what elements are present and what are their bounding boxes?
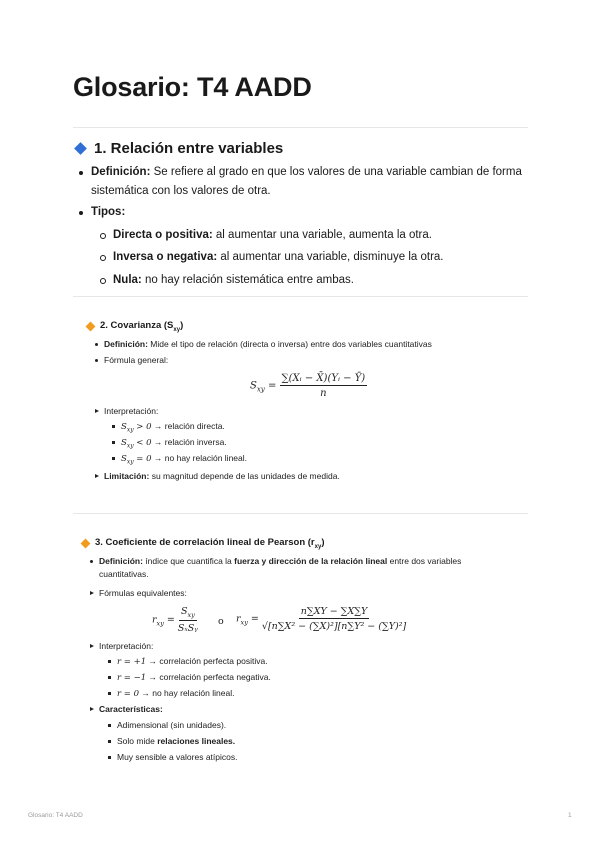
tipo-text: no hay relación sistemática entre ambas. xyxy=(144,274,354,286)
list-item: Interpretación: xyxy=(104,405,158,418)
list-item: Definición: Mide el tipo de relación (directa o inversa) entre dos variables cuantitativas xyxy=(104,338,432,351)
list-item: $S_{xy} > 0$ → relación directa. xyxy=(121,420,225,437)
circle-bullet-icon xyxy=(100,233,106,239)
bullet-icon xyxy=(95,359,98,362)
blue-diamond-icon xyxy=(74,142,87,155)
orange-diamond-icon xyxy=(86,321,96,331)
list-item: r = +1 → correlación perfecta positiva. xyxy=(117,655,268,669)
list-item: r = 0 → no hay relación lineal. xyxy=(117,687,234,701)
section-3-heading xyxy=(80,537,325,550)
list-item xyxy=(113,271,354,290)
definicion-text-cont: sistemática con los valores de otra. xyxy=(91,185,271,197)
divider xyxy=(73,296,528,297)
bullet-icon xyxy=(79,211,83,215)
covariance-formula: $S_{xy}$ = $\frac{\text{∑(Xᵢ − X̄)(Yᵢ − Ȳ)}}{n}$ xyxy=(250,373,366,399)
list-item: Definición: índice que cuantifica la fuerza y dirección de la relación lineal entre dos variables cuantitativas. xyxy=(99,555,499,581)
definicion-text: Se refiere al grado en que los valores de una variable cambian de forma xyxy=(153,166,522,178)
list-item xyxy=(91,163,531,201)
list-item: r = −1 → correlación perfecta negativa. xyxy=(117,671,271,685)
list-item xyxy=(91,203,125,222)
list-item: $S_{xy} < 0$ → relación inversa. xyxy=(121,436,227,453)
formula-or-text: o xyxy=(218,616,224,627)
square-bullet-icon xyxy=(108,724,111,727)
square-bullet-icon xyxy=(112,441,115,444)
arrow-bullet-icon xyxy=(95,409,99,413)
circle-bullet-icon xyxy=(100,255,106,261)
divider xyxy=(73,127,528,128)
pearson-formula-1: $r_{xy}$ = $\frac{S_{xy}}{\text{SₓSᵧ}}$ xyxy=(152,606,198,634)
list-item: Limitación: su magnitud depende de las unidades de medida. xyxy=(104,470,340,483)
tipo-text: al aumentar una variable, disminuye la otra. xyxy=(220,251,444,263)
square-bullet-icon xyxy=(112,457,115,460)
bullet-icon xyxy=(90,560,93,563)
definicion-label: Definición: xyxy=(91,166,151,178)
list-item: Adimensional (sin unidades). xyxy=(117,719,226,732)
bullet-icon xyxy=(79,171,83,175)
arrow-bullet-icon xyxy=(90,644,94,648)
list-item: Interpretación: xyxy=(99,640,153,653)
pearson-formula-2: $r_{xy}$ = $\frac{n\sum XY - \sum X\sum Y}{\text{√[n∑X² − (∑X)²][n∑Y² − (∑Y)²]}}$ xyxy=(236,606,407,632)
section-1-heading xyxy=(73,140,283,157)
arrow-bullet-icon xyxy=(95,474,99,478)
tipo-label: Inversa o negativa: xyxy=(113,251,218,263)
section-1-title: 1. Relación entre variables xyxy=(94,140,284,157)
divider xyxy=(73,513,528,514)
circle-bullet-icon xyxy=(100,278,106,284)
square-bullet-icon xyxy=(108,660,111,663)
square-bullet-icon xyxy=(108,756,111,759)
orange-diamond-icon xyxy=(81,538,91,548)
section-3-title: 3. Coeficiente de correlación lineal de Pearson $(r_{xy})$ xyxy=(95,537,325,550)
list-item: Solo mide relaciones lineales. xyxy=(117,735,235,748)
arrow-bullet-icon xyxy=(90,591,94,595)
list-item: Fórmulas equivalentes: xyxy=(99,587,187,600)
square-bullet-icon xyxy=(108,692,111,695)
list-item: Características: xyxy=(99,703,163,716)
tipo-label: Nula: xyxy=(113,274,142,286)
footer-title: Glosario: T4 AADD xyxy=(28,812,83,819)
page-title: Glosario: T4 AADD xyxy=(73,72,312,102)
list-item: $S_{xy} = 0$ → no hay relación lineal. xyxy=(121,452,247,469)
section-2-title: 2. Covarianza $(S_{xy})$ xyxy=(100,320,184,333)
list-item xyxy=(113,248,443,267)
footer-page-number: 1 xyxy=(568,812,572,819)
square-bullet-icon xyxy=(108,676,111,679)
list-item: Muy sensible a valores atípicos. xyxy=(117,751,237,764)
tipos-label: Tipos: xyxy=(91,206,126,218)
square-bullet-icon xyxy=(112,425,115,428)
list-item xyxy=(113,226,432,245)
arrow-bullet-icon xyxy=(90,707,94,711)
list-item: Fórmula general: xyxy=(104,354,168,367)
bullet-icon xyxy=(95,343,98,346)
square-bullet-icon xyxy=(108,740,111,743)
tipo-text: al aumentar una variable, aumenta la otra. xyxy=(215,229,432,241)
section-2-heading xyxy=(85,320,183,333)
tipo-label: Directa o positiva: xyxy=(113,229,213,241)
